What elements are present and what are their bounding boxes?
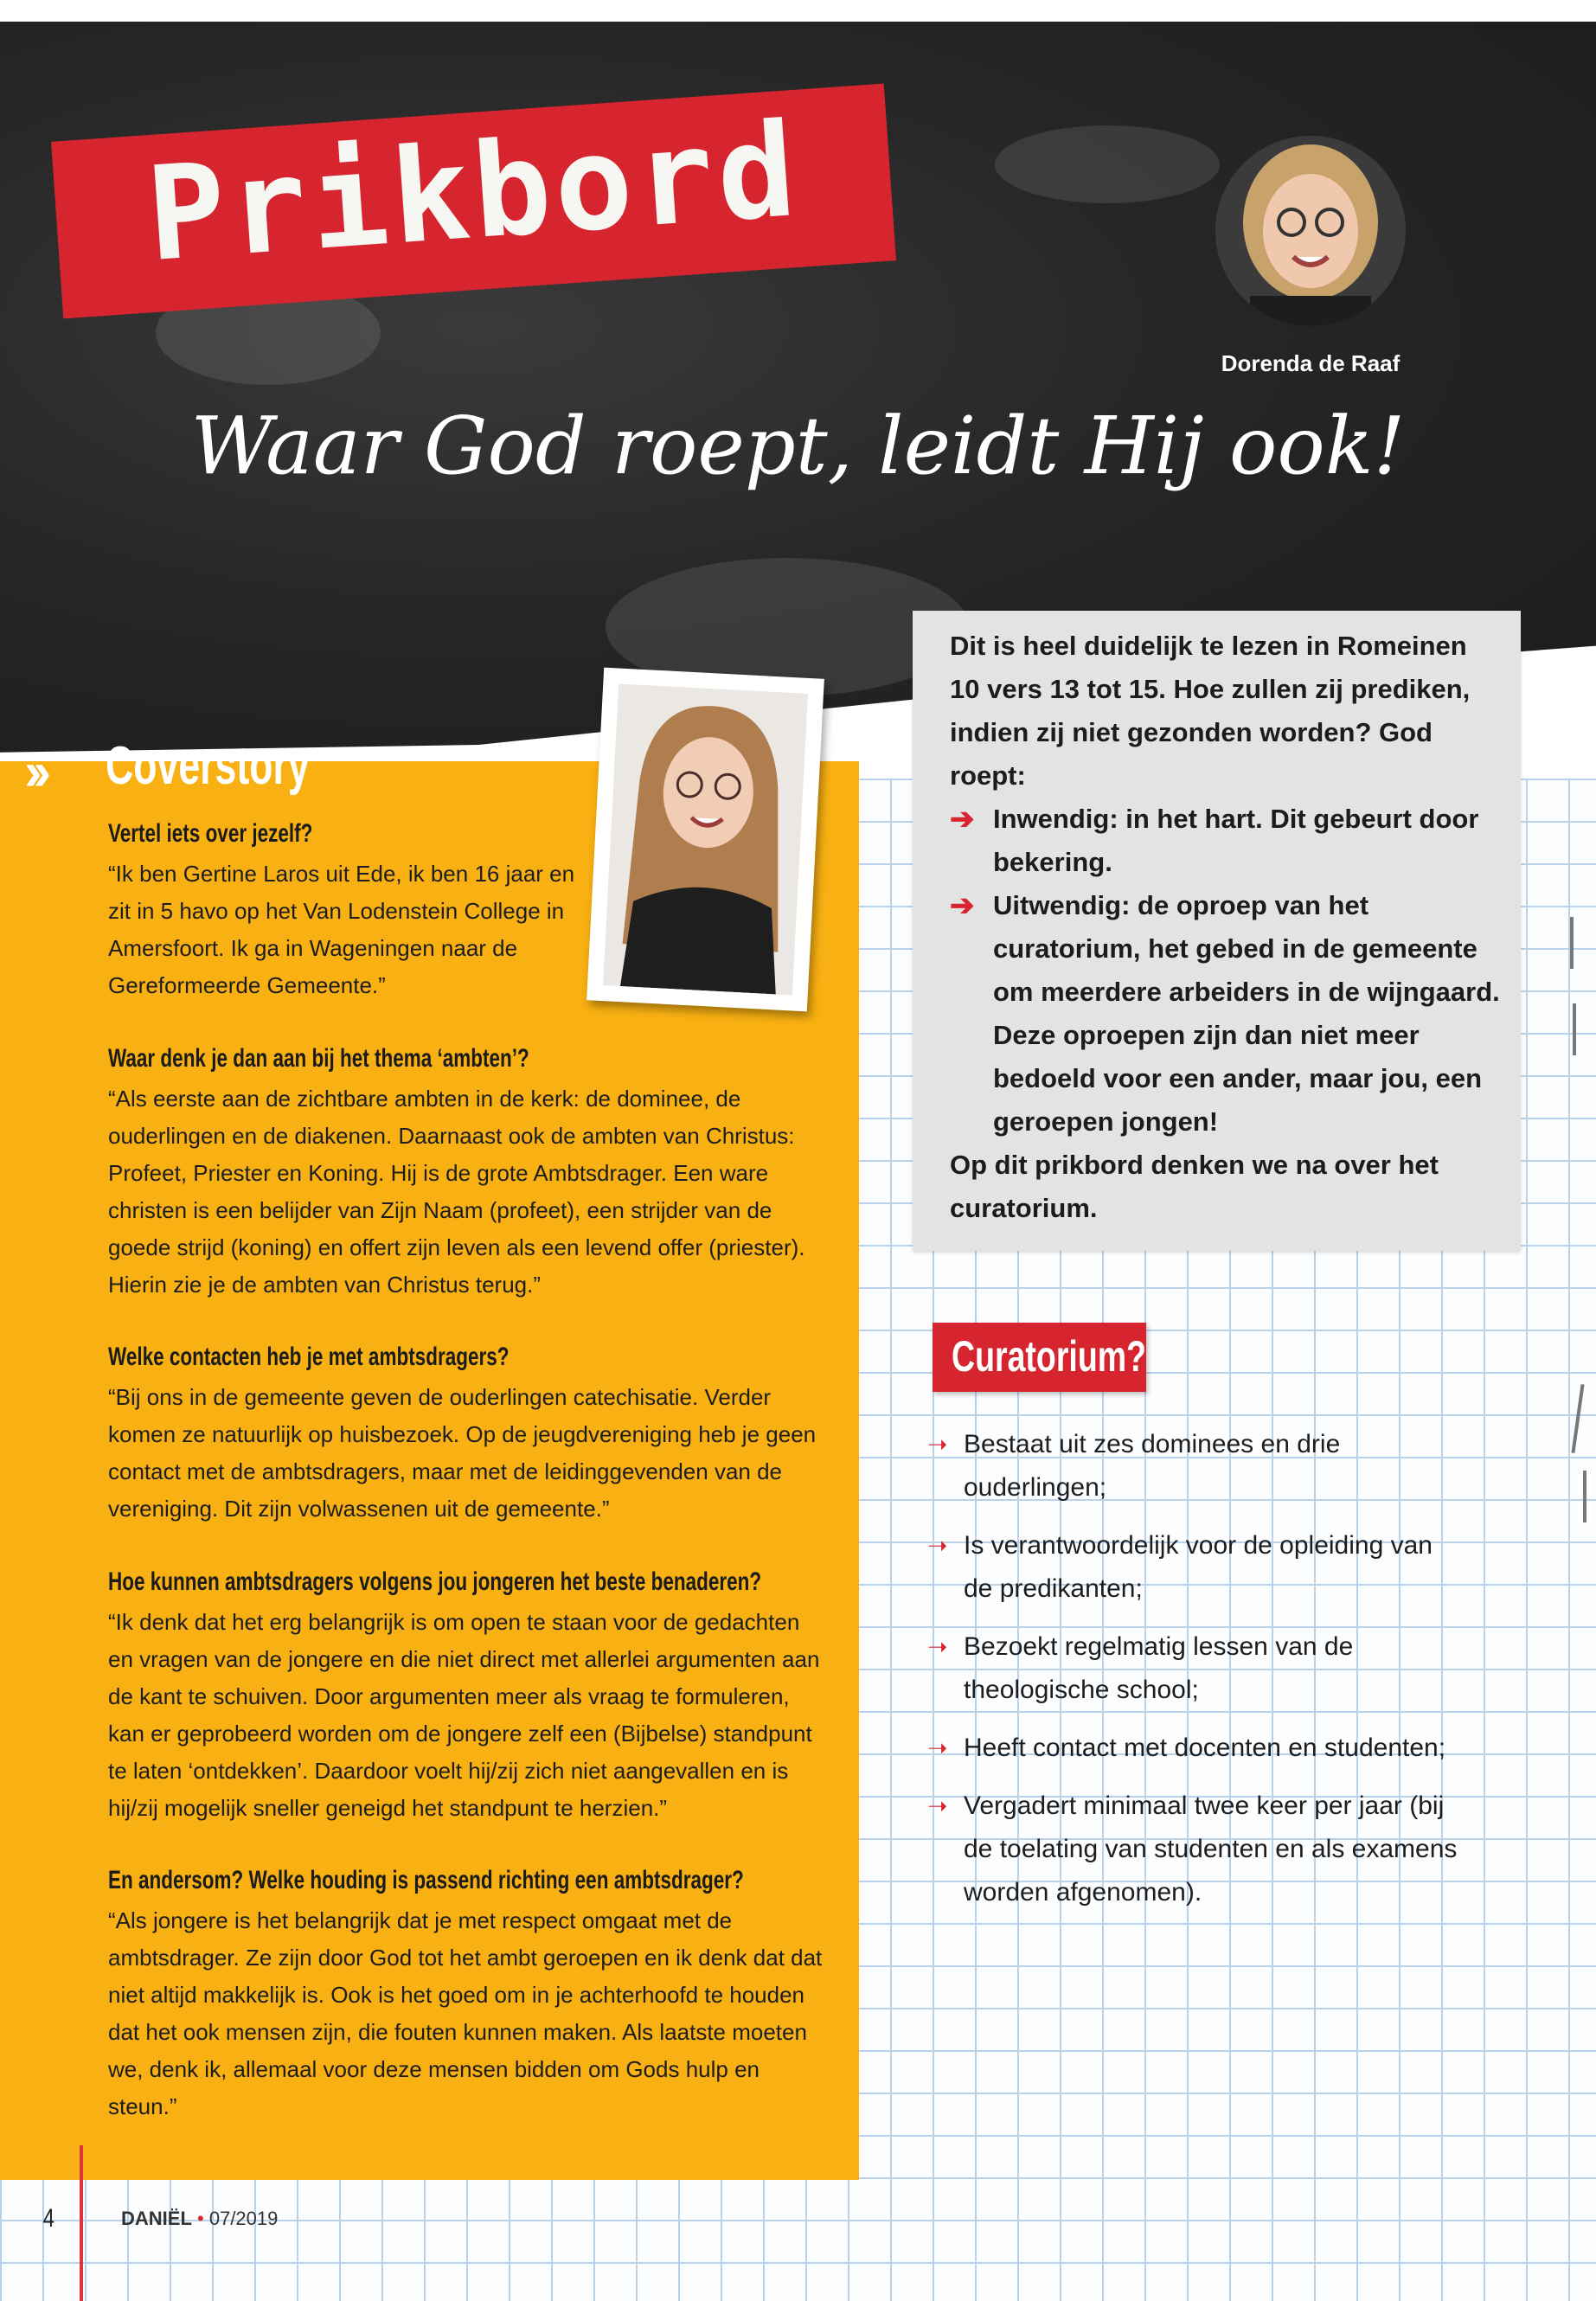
qa-block xyxy=(108,1042,826,1304)
arrow-right-icon: ➝ xyxy=(927,1532,948,1559)
arrow-right-icon: ➝ xyxy=(927,1431,948,1458)
note-text xyxy=(950,625,1503,1230)
interview-question: Waar denk je dan aan bij het thema ‘ambten’? xyxy=(108,1044,529,1073)
list-item xyxy=(927,1785,1464,1914)
qa-block xyxy=(108,817,826,1004)
interview-answer: “Ik ben Gertine Laros uit Ede, ik ben 16 jaar en zit in 5 havo op het Van Lodenstein College in Amersfoort. Ik ga in Wageningen naar de Gereformeerde Gemeente.” xyxy=(108,860,575,998)
note-outro: Op dit prikbord denken we na over het curatorium. xyxy=(950,1150,1439,1223)
note-item-text: Inwendig: in het hart. Dit gebeurt door bekering. xyxy=(993,804,1479,877)
margin-rule xyxy=(80,2145,83,2301)
arrow-right-icon: ➝ xyxy=(927,1633,948,1660)
author-avatar xyxy=(1215,136,1406,326)
list-item xyxy=(927,1524,1464,1611)
footer-brand xyxy=(121,2208,278,2230)
qa-block xyxy=(108,1341,826,1528)
coverstory-label: Coverstory xyxy=(106,736,310,796)
interview-question: En andersom? Welke houding is passend richting een ambtsdrager? xyxy=(108,1866,744,1894)
section-title: Prikbord xyxy=(142,94,804,291)
list-item xyxy=(927,1625,1464,1712)
curatorium-list xyxy=(927,1423,1464,1929)
arrow-right-icon: ➝ xyxy=(927,1792,948,1819)
qa-block xyxy=(108,1864,826,2125)
page-number: 4 xyxy=(42,2204,55,2233)
list-item-text: Vergadert minimaal twee keer per jaar (bij de toelating van studenten en als examens worden afgenomen). xyxy=(964,1791,1458,1907)
list-item-text: Bezoekt regelmatig lessen van de theologische school; xyxy=(964,1632,1354,1704)
magazine-name: DANIËL xyxy=(121,2208,192,2229)
issue-number: 07/2019 xyxy=(208,2208,279,2229)
list-item-text: Is verantwoordelijk voor de opleiding van de predikanten; xyxy=(964,1531,1433,1603)
interview-answer: “Als jongere is het belangrijk dat je met respect omgaat met de ambtsdrager. Ze zijn door God tot het ambt geroepen en ik denk dat dat niet altijd makkelijk is. Ook is het goed om in je achterhoofd te houden dat het ook mensen zijn, die fouten kunnen maken. Als laatste moeten we, denk ik, allemaal voor deze mensen bidden om Gods hulp en steun.” xyxy=(108,1907,823,2119)
note-list-item xyxy=(950,798,1503,884)
interview-question: Welke contacten heb je met ambtsdragers? xyxy=(108,1343,510,1371)
margin-mark xyxy=(1570,917,1574,969)
interview-answer: “Ik denk dat het erg belangrijk is om open te staan voor de gedachten en vragen van de jongere en die niet direct met allerlei argumenten aan de kant te schuiven. Door argumenten meer als vraag te formuleren, kan er geprobeerd worden om de jongere zelf een (Bijbelse) standpunt te laten ‘ontdekken’. Daardoor voelt hij/zij zich niet aangevallen en is hij/zij mogelijk sneller geneigd het standpunt te herzien.” xyxy=(108,1608,820,1821)
list-item-text: Heeft contact met docenten en studenten; xyxy=(964,1734,1446,1762)
note-intro: Dit is heel duidelijk te lezen in Romeinen 10 vers 13 tot 15. Hoe zullen zij prediken, indien zij niet gezonden worden? God roept: xyxy=(950,631,1471,791)
curatorium-title: Curatorium? xyxy=(952,1332,1146,1381)
interview-question: Hoe kunnen ambtsdragers volgens jou jongeren het beste benaderen? xyxy=(108,1567,762,1596)
note-item-text: Uitwendig: de oproep van het curatorium, het gebed in de gemeente om meerdere arbeiders in de wijngaard. Deze oproepen zijn dan niet meer bedoeld voor een ander, maar jou, een geroepen jongen! xyxy=(993,890,1500,1137)
margin-mark xyxy=(1573,1003,1576,1055)
list-item-text: Bestaat uit zes dominees en drie ouderlingen; xyxy=(964,1430,1341,1502)
arrow-right-icon: ➔ xyxy=(950,889,975,922)
headline: Waar God roept, leidt Hij ook! xyxy=(190,400,1406,492)
interview-answer: “Als eerste aan de zichtbare ambten in de kerk: de dominee, de ouderlingen en de diakenen. Daarnaast ook de ambten van Christus: Profeet, Priester en Koning. Hij is de grote Ambtsdrager. Een ware christen is een belijder van Zijn Naam (profeet), een strijder van de goede strijd (koning) en offert zijn leven als een levend offer (priester). Hierin zie je de ambten van Christus terug.” xyxy=(108,1085,805,1298)
margin-mark xyxy=(1583,1471,1586,1522)
double-chevron-right-icon: ›› xyxy=(24,742,43,802)
author-name: Dorenda de Raaf xyxy=(1221,350,1401,376)
interview-answer: “Bij ons in de gemeente geven de ouderlingen catechisatie. Verder komen ze natuurlijk op huisbezoek. Op de jeugdvereniging heb je geen contact met de ambtsdragers, maar met de leidinggevenden van de vereniging. Dit zijn volwassenen uit de gemeente.” xyxy=(108,1383,817,1522)
arrow-right-icon: ➔ xyxy=(950,803,975,836)
list-item xyxy=(927,1727,1464,1770)
qa-block xyxy=(108,1566,826,1827)
arrow-right-icon: ➝ xyxy=(927,1734,948,1761)
interview-question: Vertel iets over jezelf? xyxy=(108,819,313,848)
note-list-item xyxy=(950,884,1503,1144)
footer-separator: • xyxy=(197,2208,204,2229)
list-item xyxy=(927,1423,1464,1509)
chalk-smudge xyxy=(995,125,1220,203)
